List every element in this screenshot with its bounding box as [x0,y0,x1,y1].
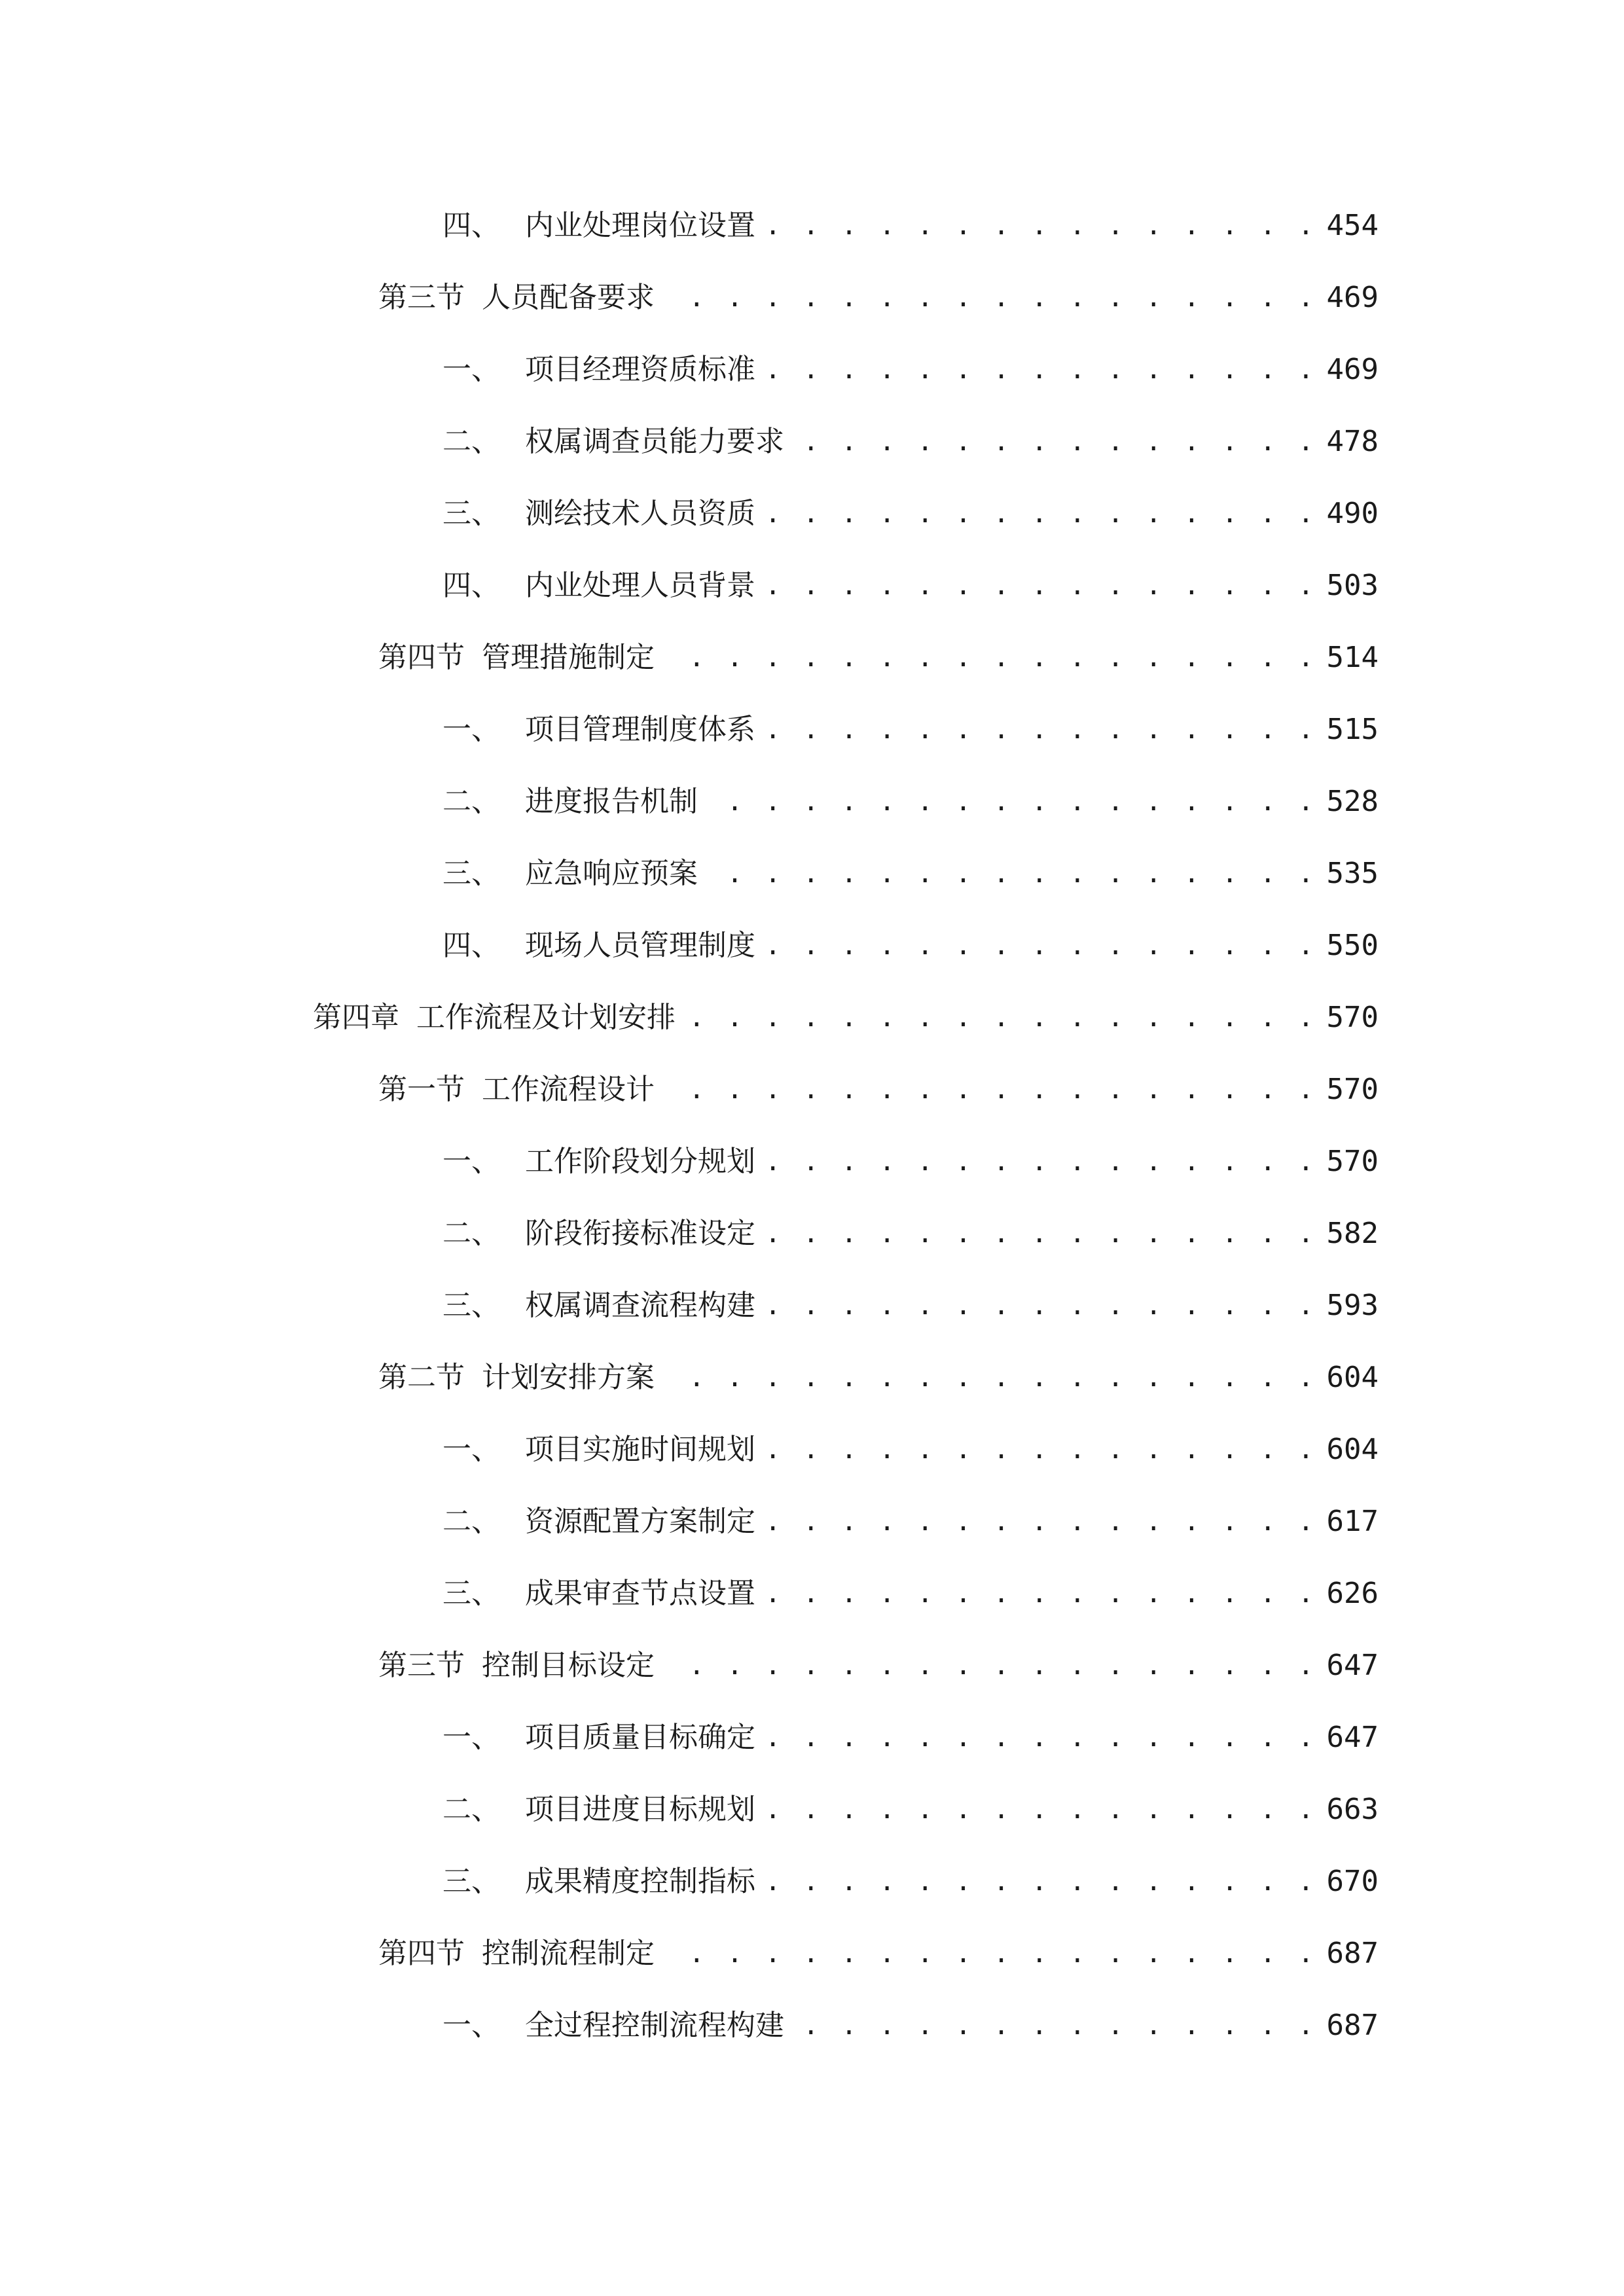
toc-entry-number: 三、 [442,1865,500,1898]
toc-entry-page-number: 570 [1326,1073,1379,1106]
toc-entry-page-number: 454 [1326,209,1379,242]
toc-entry-number: 二、 [442,785,500,818]
dot-leader [707,854,1317,893]
toc-entry-page-number: 604 [1326,1361,1379,1394]
dot-leader [707,782,1317,821]
toc-entry-item[interactable] [0,1198,1624,1270]
toc-entry-number: 二、 [442,425,500,458]
toc-entry-title: 权属调查流程构建 [525,1289,755,1322]
dot-leader [765,1862,1317,1901]
toc-entry-item[interactable] [0,478,1624,550]
toc-entry-number: 三、 [442,857,500,890]
dot-leader [765,1430,1317,1469]
toc-entry-page-number: 687 [1326,2009,1379,2042]
toc-entry-page-number: 528 [1326,785,1379,818]
toc-entry-number: 二、 [442,1217,500,1250]
toc-entry-page-number: 582 [1326,1217,1379,1250]
toc-entry-number: 第四节 [378,1937,465,1970]
toc-entry-number: 四、 [442,569,500,602]
toc-entry-item[interactable] [0,1774,1624,1846]
dot-leader [765,1142,1317,1181]
toc-entry-title: 工作流程设计 [482,1073,655,1106]
toc-entry-title: 内业处理岗位设置 [525,209,755,242]
toc-entry-page-number: 514 [1326,641,1379,674]
toc-entry-section[interactable] [0,622,1624,694]
toc-entry-title: 资源配置方案制定 [525,1505,755,1538]
toc-entry-number: 一、 [442,713,500,746]
toc-entry-title: 项目经理资质标准 [525,353,755,386]
toc-entry-title: 进度报告机制 [525,785,698,818]
toc-entry-page-number: 478 [1326,425,1379,458]
toc-entry-item[interactable] [0,910,1624,982]
dot-leader [664,638,1317,677]
dot-leader [765,926,1317,965]
toc-entry-page-number: 687 [1326,1937,1379,1970]
dot-leader [685,998,1317,1037]
toc-entry-title: 权属调查员能力要求 [525,425,784,458]
toc-entry-page-number: 550 [1326,929,1379,962]
toc-entry-item[interactable] [0,1126,1624,1198]
toc-entry-number: 第三节 [378,281,465,314]
toc-entry-section[interactable] [0,1918,1624,1990]
toc-entry-number: 第二节 [378,1361,465,1394]
toc-entry-page-number: 490 [1326,497,1379,530]
toc-entry-number: 第一节 [378,1073,465,1106]
toc-entry-page-number: 647 [1326,1649,1379,1682]
toc-entry-item[interactable] [0,694,1624,766]
toc-entry-number: 三、 [442,1577,500,1610]
dot-leader [765,566,1317,605]
toc-entry-chapter[interactable] [0,982,1624,1054]
toc-entry-page-number: 535 [1326,857,1379,890]
dot-leader [765,206,1317,245]
dot-leader [765,1286,1317,1325]
dot-leader [765,1502,1317,1541]
toc-entry-title: 阶段衔接标准设定 [525,1217,755,1250]
toc-entry-number: 一、 [442,1433,500,1466]
dot-leader [664,1934,1317,1973]
toc-entry-title: 控制目标设定 [482,1649,655,1682]
toc-entry-title: 成果审查节点设置 [525,1577,755,1610]
toc-entry-page-number: 469 [1326,353,1379,386]
toc-entry-title: 控制流程制定 [482,1937,655,1970]
toc-entry-title: 项目实施时间规划 [525,1433,755,1466]
toc-entry-item[interactable] [0,1414,1624,1486]
toc-entry-item[interactable] [0,1558,1624,1630]
dot-leader [765,1574,1317,1613]
toc-entry-page-number: 647 [1326,1721,1379,1754]
toc-entry-number: 三、 [442,1289,500,1322]
toc-entry-number: 第四节 [378,641,465,674]
toc-entry-page-number: 626 [1326,1577,1379,1610]
dot-leader [765,494,1317,533]
dot-leader [765,350,1317,389]
toc-entry-page-number: 663 [1326,1793,1379,1826]
toc-entry-title: 人员配备要求 [482,281,655,314]
dot-leader [664,1646,1317,1685]
toc-entry-page-number: 604 [1326,1433,1379,1466]
toc-entry-title: 项目管理制度体系 [525,713,755,746]
toc-entry-item[interactable] [0,550,1624,622]
toc-entry-title: 内业处理人员背景 [525,569,755,602]
toc-entry-number: 一、 [442,1721,500,1754]
toc-entry-number: 一、 [442,2009,500,2042]
toc-entry-title: 应急响应预案 [525,857,698,890]
toc-entry-section[interactable] [0,1630,1624,1702]
toc-entry-title: 现场人员管理制度 [525,929,755,962]
toc-entry-item[interactable] [0,1846,1624,1918]
toc-entry-number: 一、 [442,1145,500,1178]
toc-entry-number: 第三节 [378,1649,465,1682]
toc-entry-page-number: 593 [1326,1289,1379,1322]
toc-entry-page-number: 670 [1326,1865,1379,1898]
toc-entry-title: 测绘技术人员资质 [525,497,755,530]
toc-entry-item[interactable] [0,1702,1624,1774]
toc-entry-page-number: 469 [1326,281,1379,314]
toc-entry-page-number: 503 [1326,569,1379,602]
toc-entry-title: 计划安排方案 [482,1361,655,1394]
toc-entry-item[interactable] [0,838,1624,910]
toc-entry-section[interactable] [0,1054,1624,1126]
toc-entry-item[interactable] [0,1486,1624,1558]
dot-leader [765,1214,1317,1253]
toc-entry-title: 成果精度控制指标 [525,1865,755,1898]
toc-entry-number: 三、 [442,497,500,530]
dot-leader [664,278,1317,317]
toc-entry-title: 工作流程及计划安排 [416,1001,676,1034]
toc-entry-item[interactable] [0,406,1624,478]
toc-entry-section[interactable] [0,1342,1624,1414]
dot-leader [765,1718,1317,1757]
toc-entry-number: 二、 [442,1505,500,1538]
toc-entry-title: 全过程控制流程构建 [525,2009,784,2042]
dot-leader [765,710,1317,749]
toc-entry-number: 第四章 [313,1001,399,1034]
toc-entry-number: 四、 [442,209,500,242]
toc-entry-page-number: 617 [1326,1505,1379,1538]
toc-entry-page-number: 570 [1326,1145,1379,1178]
toc-entry-item[interactable] [0,1270,1624,1342]
toc-entry-item[interactable] [0,766,1624,838]
table-of-contents [0,190,1624,2062]
dot-leader [664,1358,1317,1397]
toc-entry-item[interactable] [0,334,1624,406]
toc-entry-section[interactable] [0,262,1624,334]
dot-leader [793,422,1317,461]
dot-leader [765,1790,1317,1829]
toc-entry-item[interactable] [0,1990,1624,2062]
toc-entry-number: 一、 [442,353,500,386]
toc-entry-title: 管理措施制定 [482,641,655,674]
dot-leader [793,2006,1317,2045]
toc-entry-item[interactable] [0,190,1624,262]
toc-entry-page-number: 515 [1326,713,1379,746]
dot-leader [664,1070,1317,1109]
toc-entry-number: 二、 [442,1793,500,1826]
toc-entry-title: 工作阶段划分规划 [525,1145,755,1178]
toc-entry-page-number: 570 [1326,1001,1379,1034]
toc-entry-number: 四、 [442,929,500,962]
toc-entry-title: 项目进度目标规划 [525,1793,755,1826]
toc-entry-title: 项目质量目标确定 [525,1721,755,1754]
